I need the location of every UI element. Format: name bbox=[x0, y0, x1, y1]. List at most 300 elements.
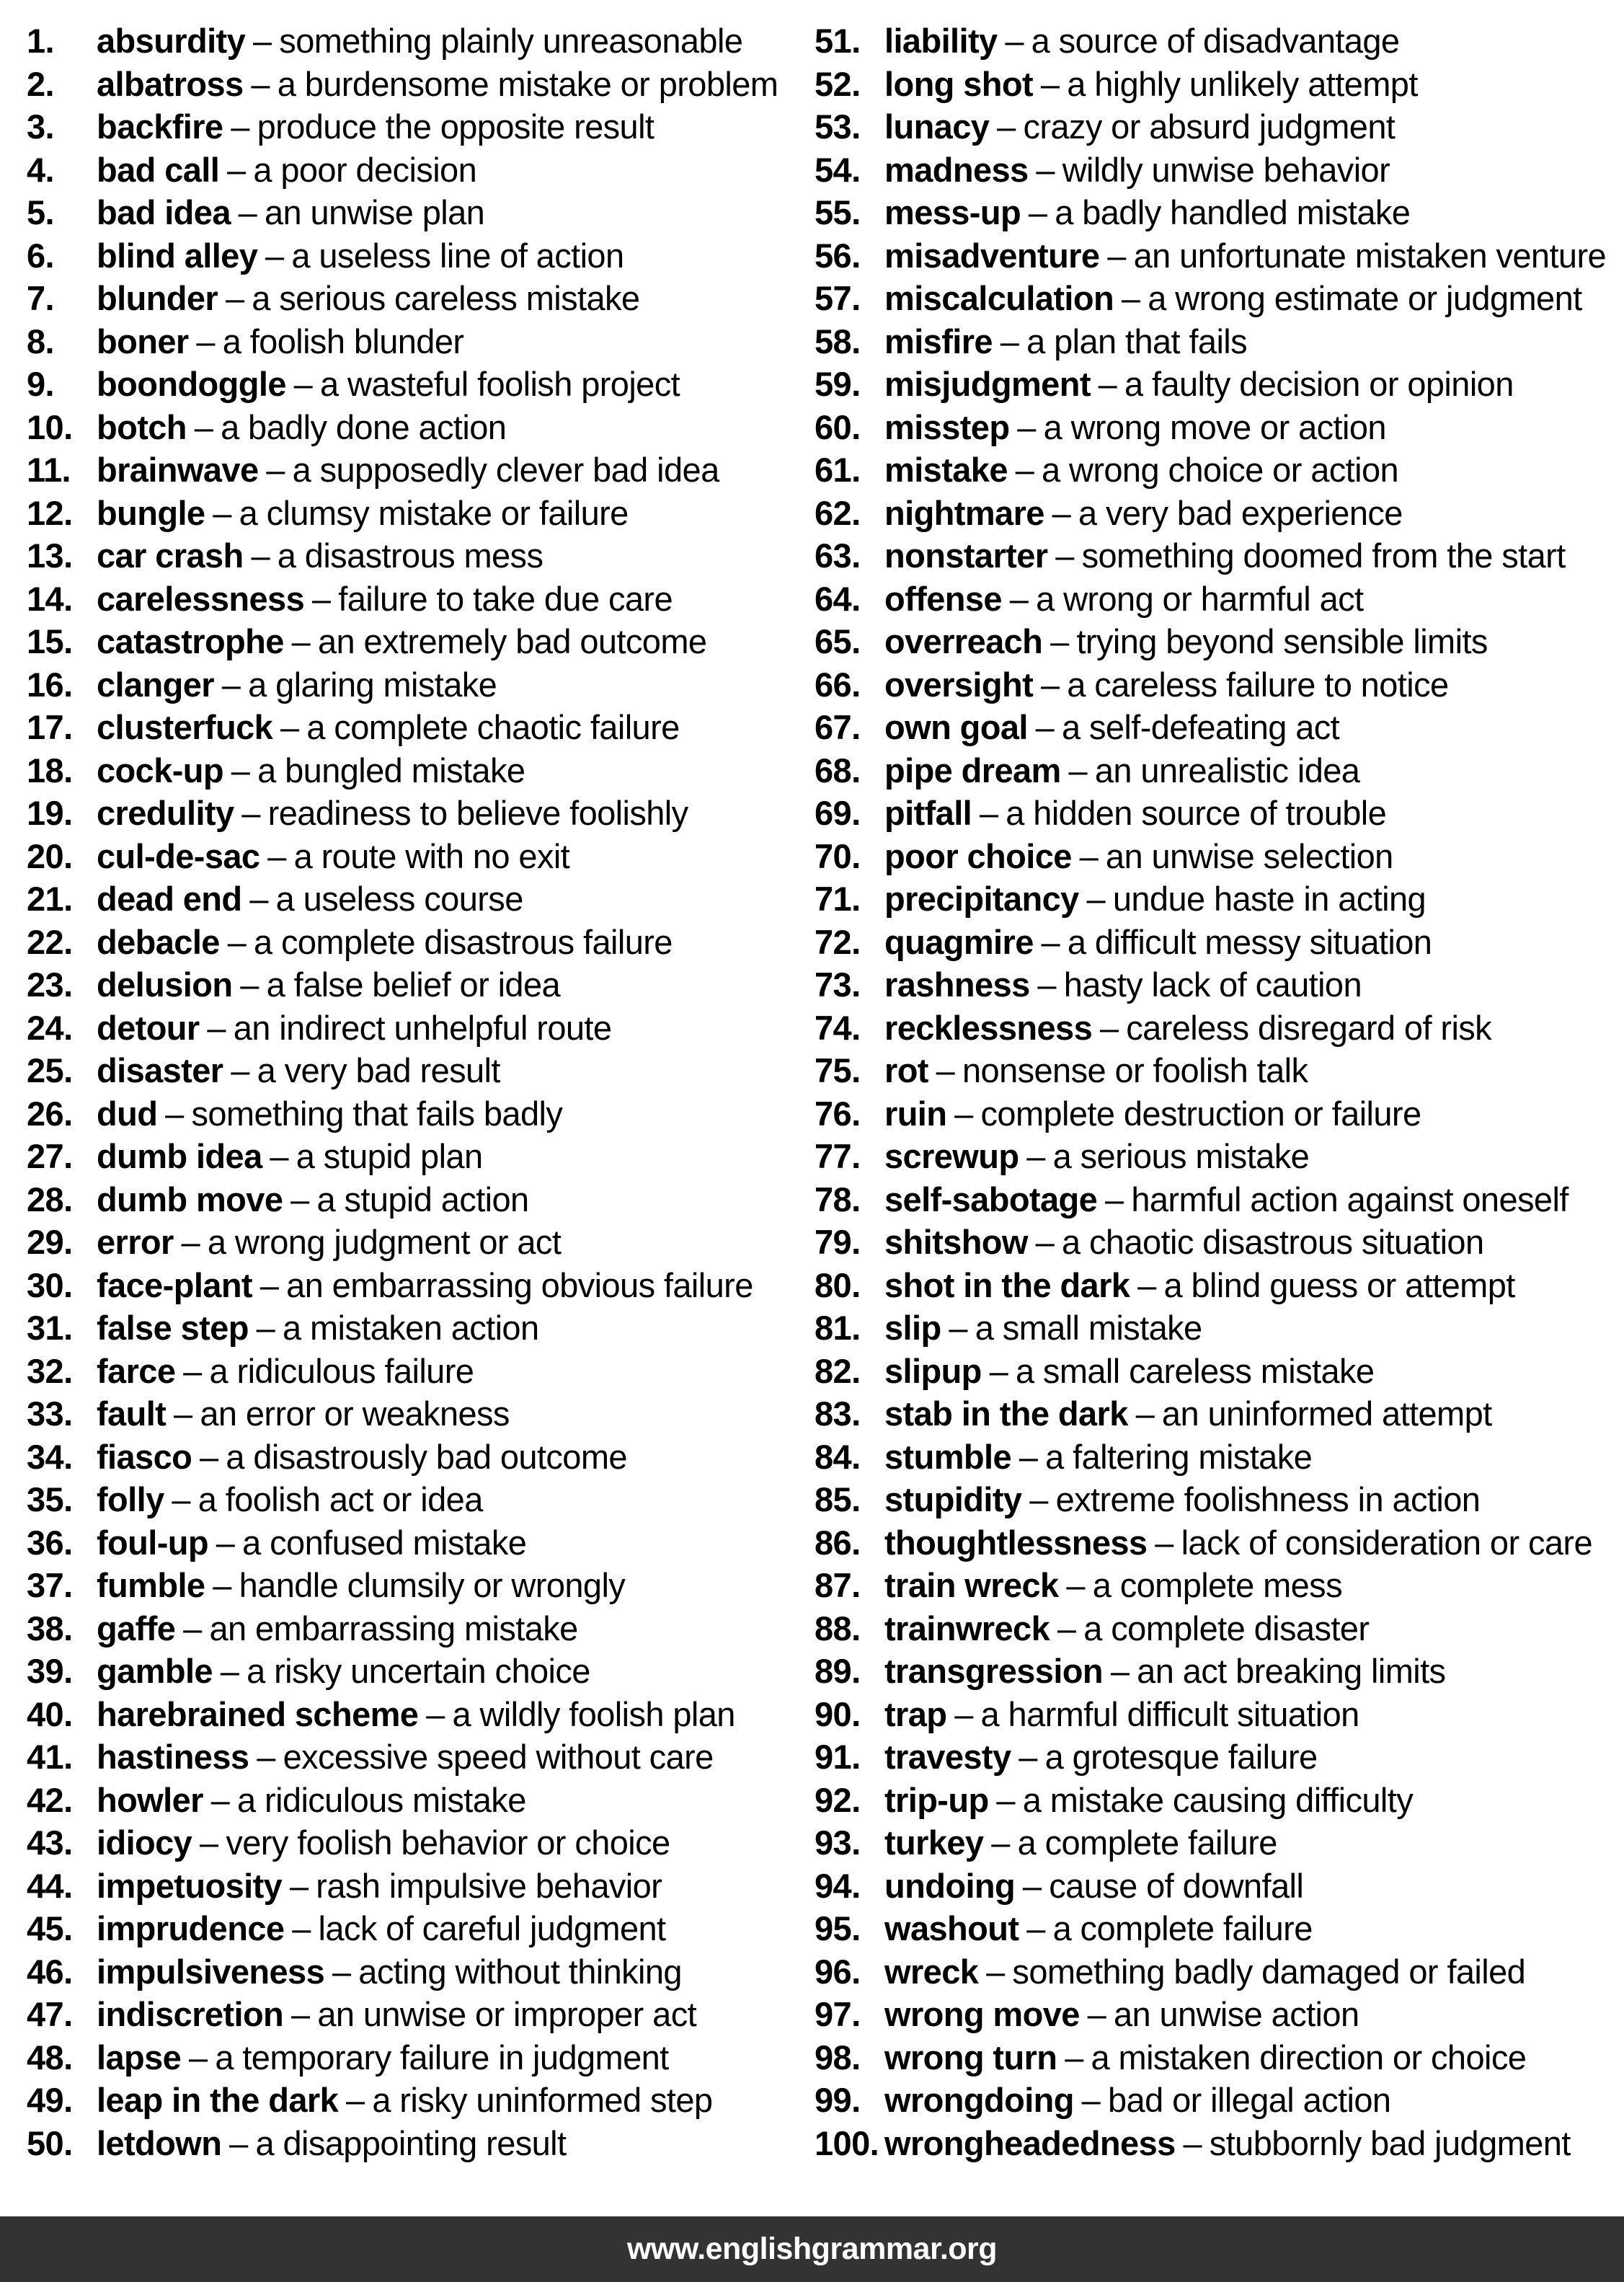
right-column bbox=[815, 19, 1620, 2164]
item-text bbox=[97, 277, 639, 320]
item-number: 88. bbox=[815, 1609, 861, 1648]
item-term: catastrophe bbox=[97, 622, 284, 660]
item-term: precipitancy bbox=[884, 880, 1079, 918]
item-number: 38. bbox=[27, 1609, 73, 1648]
item-text bbox=[884, 1178, 1568, 1221]
item-dash: – bbox=[290, 1995, 310, 2033]
item-dash: – bbox=[213, 493, 231, 532]
item-text bbox=[97, 1135, 483, 1178]
list-item bbox=[27, 534, 815, 578]
list-item bbox=[815, 534, 1620, 578]
list-item bbox=[815, 1993, 1620, 2036]
item-number: 78. bbox=[815, 1180, 861, 1219]
item-definition: a careless failure to notice bbox=[1067, 665, 1449, 704]
item-dash: – bbox=[249, 880, 268, 918]
item-dash: – bbox=[1110, 1652, 1130, 1690]
list-item bbox=[27, 149, 815, 192]
item-definition: an unwise selection bbox=[1105, 836, 1393, 875]
item-number: 4. bbox=[27, 150, 54, 189]
item-definition: a wrong estimate or judgment bbox=[1148, 279, 1582, 317]
item-text bbox=[884, 749, 1359, 792]
item-definition: a poor decision bbox=[253, 150, 477, 189]
item-term: madness bbox=[884, 150, 1029, 189]
item-dash: – bbox=[1005, 22, 1024, 60]
item-number: 8. bbox=[27, 322, 54, 361]
item-number: 9. bbox=[27, 365, 54, 403]
item-definition: a supposedly clever bad idea bbox=[292, 451, 719, 489]
item-definition: a route with no exit bbox=[293, 836, 570, 875]
item-text bbox=[884, 620, 1488, 663]
item-definition: undue haste in acting bbox=[1112, 880, 1426, 918]
list-item bbox=[815, 1049, 1620, 1092]
item-term: slip bbox=[884, 1309, 941, 1347]
item-text bbox=[884, 706, 1339, 749]
item-definition: an indirect unhelpful route bbox=[233, 1008, 612, 1047]
item-dash: – bbox=[1029, 1480, 1048, 1518]
item-term: boner bbox=[97, 322, 189, 361]
item-definition: a badly handled mistake bbox=[1055, 193, 1411, 231]
item-term: wrongheadedness bbox=[884, 2123, 1176, 2162]
item-term: cock-up bbox=[97, 751, 223, 790]
item-definition: cause of downfall bbox=[1049, 1866, 1304, 1905]
item-definition: a very bad experience bbox=[1078, 493, 1403, 532]
item-dash: – bbox=[1155, 1523, 1173, 1562]
item-definition: a stupid action bbox=[316, 1180, 529, 1219]
list-item bbox=[815, 578, 1620, 621]
item-number: 70. bbox=[815, 836, 861, 875]
item-number: 50. bbox=[27, 2123, 73, 2162]
item-number: 96. bbox=[815, 1952, 861, 1991]
item-text bbox=[884, 19, 1399, 63]
item-definition: something doomed from the start bbox=[1081, 536, 1566, 575]
item-definition: a foolish blunder bbox=[222, 322, 464, 361]
item-number: 74. bbox=[815, 1008, 861, 1047]
item-dash: – bbox=[997, 107, 1016, 146]
item-text bbox=[97, 534, 543, 578]
list-item bbox=[27, 1178, 815, 1221]
item-definition: a chaotic disastrous situation bbox=[1062, 1223, 1484, 1261]
item-dash: – bbox=[1098, 365, 1117, 403]
list-item bbox=[815, 1306, 1620, 1350]
item-dash: – bbox=[213, 1566, 231, 1604]
item-number: 47. bbox=[27, 1995, 73, 2033]
item-definition: careless disregard of risk bbox=[1126, 1008, 1492, 1047]
item-dash: – bbox=[1015, 451, 1034, 489]
item-definition: a plan that fails bbox=[1026, 322, 1248, 361]
item-term: dumb move bbox=[97, 1180, 283, 1219]
list-item bbox=[27, 1478, 815, 1521]
list-item bbox=[27, 2122, 815, 2165]
item-text bbox=[884, 877, 1426, 921]
item-text bbox=[884, 1735, 1318, 1779]
list-item bbox=[27, 1821, 815, 1865]
item-definition: a disastrously bad outcome bbox=[226, 1437, 627, 1476]
item-text bbox=[884, 448, 1398, 492]
list-item bbox=[27, 191, 815, 234]
item-dash: – bbox=[241, 794, 260, 832]
item-text bbox=[97, 363, 680, 406]
item-number: 85. bbox=[815, 1480, 861, 1518]
item-text bbox=[97, 234, 624, 278]
item-text bbox=[97, 1779, 526, 1822]
item-definition: an unrealistic idea bbox=[1094, 751, 1360, 790]
item-number: 25. bbox=[27, 1051, 73, 1089]
item-definition: wildly unwise behavior bbox=[1062, 150, 1390, 189]
item-term: transgression bbox=[884, 1652, 1104, 1690]
item-number: 44. bbox=[27, 1866, 73, 1905]
list-item bbox=[27, 792, 815, 835]
item-term: misjudgment bbox=[884, 365, 1091, 403]
item-definition: an unwise action bbox=[1113, 1995, 1359, 2033]
item-number: 29. bbox=[27, 1223, 73, 1261]
list-item bbox=[815, 1907, 1620, 1950]
item-number: 19. bbox=[27, 794, 73, 832]
item-text bbox=[97, 1264, 753, 1307]
item-definition: a serious careless mistake bbox=[252, 279, 640, 317]
item-definition: a badly done action bbox=[221, 407, 507, 446]
item-text bbox=[97, 1607, 578, 1650]
list-item bbox=[815, 1779, 1620, 1822]
item-number: 52. bbox=[815, 64, 861, 103]
item-definition: crazy or absurd judgment bbox=[1023, 107, 1396, 146]
list-item bbox=[27, 1264, 815, 1307]
list-item bbox=[815, 448, 1620, 492]
item-definition: an error or weakness bbox=[200, 1394, 510, 1433]
list-item bbox=[815, 277, 1620, 320]
item-text bbox=[97, 1693, 735, 1736]
item-term: backfire bbox=[97, 107, 223, 146]
item-text bbox=[884, 2036, 1526, 2079]
item-number: 93. bbox=[815, 1823, 861, 1862]
item-dash: – bbox=[266, 451, 285, 489]
left-column bbox=[27, 19, 815, 2164]
item-definition: a complete mess bbox=[1092, 1566, 1342, 1604]
item-dash: – bbox=[210, 1780, 230, 1819]
item-text bbox=[97, 406, 506, 449]
item-number: 7. bbox=[27, 279, 54, 317]
item-text bbox=[884, 2122, 1571, 2165]
item-dash: – bbox=[216, 1523, 235, 1562]
item-term: oversight bbox=[884, 665, 1034, 704]
item-term: undoing bbox=[884, 1866, 1016, 1905]
item-dash: – bbox=[1026, 1909, 1045, 1947]
item-number: 54. bbox=[815, 150, 861, 189]
item-text bbox=[97, 963, 560, 1007]
item-term: trap bbox=[884, 1694, 947, 1733]
item-dash: – bbox=[1009, 579, 1029, 618]
item-definition: a small mistake bbox=[975, 1309, 1202, 1347]
item-number: 91. bbox=[815, 1738, 861, 1776]
item-dash: – bbox=[1017, 407, 1036, 446]
item-definition: a false belief or idea bbox=[266, 965, 561, 1004]
item-dash: – bbox=[227, 922, 247, 961]
item-term: fumble bbox=[97, 1566, 205, 1604]
item-term: shitshow bbox=[884, 1223, 1028, 1261]
list-item bbox=[815, 792, 1620, 835]
item-text bbox=[884, 1607, 1369, 1650]
item-term: mess-up bbox=[884, 193, 1021, 231]
item-term: harebrained scheme bbox=[97, 1694, 419, 1733]
item-definition: a wildly foolish plan bbox=[452, 1694, 735, 1733]
item-dash: – bbox=[1183, 2123, 1202, 2162]
item-number: 12. bbox=[27, 493, 73, 532]
list-item bbox=[815, 191, 1620, 234]
item-text bbox=[97, 1306, 539, 1350]
item-text bbox=[884, 1779, 1413, 1822]
item-definition: a wrong choice or action bbox=[1042, 451, 1399, 489]
item-number: 3. bbox=[27, 107, 54, 146]
item-dash: – bbox=[265, 236, 284, 275]
item-dash: – bbox=[1028, 193, 1047, 231]
item-term: wrong turn bbox=[884, 2038, 1057, 2077]
item-dash: – bbox=[231, 1051, 249, 1089]
item-dash: – bbox=[1041, 922, 1060, 961]
item-dash: – bbox=[267, 836, 286, 875]
item-dash: – bbox=[979, 794, 998, 832]
item-dash: – bbox=[1036, 150, 1055, 189]
list-item bbox=[27, 2079, 815, 2122]
item-number: 63. bbox=[815, 536, 861, 575]
item-definition: an act breaking limits bbox=[1137, 1652, 1446, 1690]
item-text bbox=[884, 1821, 1277, 1865]
item-text bbox=[884, 320, 1247, 363]
item-text bbox=[97, 1478, 483, 1521]
item-text bbox=[884, 149, 1390, 192]
item-definition: a highly unlikely attempt bbox=[1067, 64, 1418, 103]
list-item bbox=[27, 620, 815, 663]
list-item bbox=[27, 921, 815, 964]
item-term: blind alley bbox=[97, 236, 258, 275]
list-item bbox=[27, 663, 815, 707]
item-number: 64. bbox=[815, 579, 861, 618]
item-number: 45. bbox=[27, 1909, 73, 1947]
list-item bbox=[27, 1221, 815, 1264]
item-number: 15. bbox=[27, 622, 73, 660]
item-number: 94. bbox=[815, 1866, 861, 1905]
item-term: delusion bbox=[97, 965, 233, 1004]
item-dash: – bbox=[1026, 1137, 1045, 1175]
item-definition: a grotesque failure bbox=[1044, 1738, 1318, 1776]
item-number: 5. bbox=[27, 193, 54, 231]
item-term: slipup bbox=[884, 1351, 982, 1390]
item-definition: a complete failure bbox=[1052, 1909, 1313, 1947]
item-number: 18. bbox=[27, 751, 73, 790]
list-item bbox=[27, 1950, 815, 1994]
item-term: self-sabotage bbox=[884, 1180, 1098, 1219]
item-dash: – bbox=[207, 1008, 226, 1047]
item-text bbox=[97, 1650, 590, 1693]
item-definition: an unwise plan bbox=[265, 193, 485, 231]
item-term: impulsiveness bbox=[97, 1952, 325, 1991]
list-item bbox=[27, 1049, 815, 1092]
item-definition: a wrong move or action bbox=[1043, 407, 1386, 446]
item-number: 60. bbox=[815, 407, 861, 446]
item-text bbox=[884, 835, 1393, 878]
item-definition: a faltering mistake bbox=[1045, 1437, 1313, 1476]
list-item bbox=[27, 1092, 815, 1136]
item-text bbox=[884, 534, 1566, 578]
list-item bbox=[815, 877, 1620, 921]
list-item bbox=[815, 1564, 1620, 1607]
item-term: face-plant bbox=[97, 1265, 252, 1304]
item-text bbox=[97, 620, 706, 663]
item-definition: a harmful difficult situation bbox=[980, 1694, 1359, 1733]
item-definition: excessive speed without care bbox=[283, 1738, 714, 1776]
item-term: howler bbox=[97, 1780, 203, 1819]
item-definition: harmful action against oneself bbox=[1131, 1180, 1568, 1219]
item-text bbox=[884, 1564, 1342, 1607]
item-text bbox=[97, 149, 476, 192]
item-term: wrongdoing bbox=[884, 2081, 1074, 2119]
item-dash: – bbox=[292, 1909, 311, 1947]
list-item bbox=[815, 2079, 1620, 2122]
item-text bbox=[97, 663, 497, 707]
item-number: 98. bbox=[815, 2038, 861, 2077]
item-text bbox=[884, 1049, 1308, 1092]
item-text bbox=[884, 363, 1514, 406]
item-term: false step bbox=[97, 1309, 249, 1347]
item-text bbox=[884, 2079, 1390, 2122]
list-item bbox=[815, 1735, 1620, 1779]
list-item bbox=[27, 448, 815, 492]
list-item bbox=[27, 1650, 815, 1693]
item-term: boondoggle bbox=[97, 365, 286, 403]
item-text bbox=[97, 1993, 696, 2036]
item-definition: a disastrous mess bbox=[277, 536, 543, 575]
item-number: 95. bbox=[815, 1909, 861, 1947]
item-term: impetuosity bbox=[97, 1866, 283, 1905]
item-definition: an unwise or improper act bbox=[317, 1995, 697, 2033]
item-term: hastiness bbox=[97, 1738, 249, 1776]
item-dash: – bbox=[188, 2038, 208, 2077]
item-dash: – bbox=[251, 536, 270, 575]
item-definition: stubbornly bad judgment bbox=[1209, 2123, 1571, 2162]
item-term: wreck bbox=[884, 1952, 979, 1991]
item-dash: – bbox=[280, 708, 299, 746]
item-definition: a useless line of action bbox=[291, 236, 624, 275]
list-item bbox=[815, 1092, 1620, 1136]
item-dash: – bbox=[289, 1866, 309, 1905]
item-number: 89. bbox=[815, 1652, 861, 1690]
item-dash: – bbox=[332, 1952, 351, 1991]
item-term: fiasco bbox=[97, 1437, 192, 1476]
item-number: 23. bbox=[27, 965, 73, 1004]
item-term: carelessness bbox=[97, 579, 305, 618]
item-dash: – bbox=[229, 2123, 248, 2162]
item-definition: a difficult messy situation bbox=[1067, 922, 1432, 961]
item-dash: – bbox=[1040, 64, 1060, 103]
item-term: indiscretion bbox=[97, 1995, 284, 2033]
item-dash: – bbox=[196, 322, 215, 361]
item-dash: – bbox=[1055, 536, 1074, 575]
item-dash: – bbox=[231, 107, 249, 146]
item-text bbox=[884, 1392, 1492, 1436]
list-item bbox=[27, 963, 815, 1007]
list-item bbox=[815, 1350, 1620, 1393]
item-number: 58. bbox=[815, 322, 861, 361]
list-item bbox=[815, 1264, 1620, 1307]
item-dash: – bbox=[1035, 1223, 1055, 1261]
item-term: liability bbox=[884, 22, 998, 60]
item-dash: – bbox=[1019, 1437, 1038, 1476]
item-number: 49. bbox=[27, 2081, 73, 2119]
item-dash: – bbox=[1050, 622, 1069, 660]
item-term: misstep bbox=[884, 407, 1010, 446]
item-number: 80. bbox=[815, 1265, 861, 1304]
item-number: 14. bbox=[27, 579, 73, 618]
item-text bbox=[97, 921, 673, 964]
item-term: debacle bbox=[97, 922, 220, 961]
item-definition: an unfortunate mistaken venture bbox=[1133, 236, 1607, 275]
item-term: miscalculation bbox=[884, 279, 1114, 317]
list-item bbox=[27, 749, 815, 792]
item-text bbox=[884, 1135, 1309, 1178]
item-definition: hasty lack of caution bbox=[1063, 965, 1362, 1004]
item-dash: – bbox=[1065, 2038, 1083, 2077]
item-number: 43. bbox=[27, 1823, 73, 1862]
item-number: 22. bbox=[27, 922, 73, 961]
item-number: 59. bbox=[815, 365, 861, 403]
item-definition: a very bad result bbox=[257, 1051, 500, 1089]
item-dash: – bbox=[1057, 1609, 1076, 1648]
list-item bbox=[815, 620, 1620, 663]
item-text bbox=[97, 2079, 712, 2122]
item-term: pitfall bbox=[884, 794, 972, 832]
item-text bbox=[884, 1350, 1374, 1393]
item-definition: a clumsy mistake or failure bbox=[239, 493, 629, 532]
list-item bbox=[27, 877, 815, 921]
item-number: 31. bbox=[27, 1309, 73, 1347]
item-dash: – bbox=[1068, 751, 1088, 790]
list-item bbox=[27, 1436, 815, 1479]
item-definition: a hidden source of trouble bbox=[1006, 794, 1387, 832]
item-definition: a mistaken direction or choice bbox=[1091, 2038, 1527, 2077]
item-dash: – bbox=[200, 1437, 218, 1476]
item-definition: an extremely bad outcome bbox=[317, 622, 707, 660]
item-definition: an embarrassing obvious failure bbox=[286, 1265, 753, 1304]
list-item bbox=[27, 363, 815, 406]
item-number: 27. bbox=[27, 1137, 73, 1175]
item-number: 83. bbox=[815, 1394, 861, 1433]
item-number: 10. bbox=[27, 407, 73, 446]
list-item bbox=[27, 234, 815, 278]
item-definition: readiness to believe foolishly bbox=[267, 794, 688, 832]
item-dash: – bbox=[311, 579, 331, 618]
item-term: stupidity bbox=[884, 1480, 1022, 1518]
item-term: ruin bbox=[884, 1094, 947, 1133]
item-number: 87. bbox=[815, 1566, 861, 1604]
item-dash: – bbox=[1079, 836, 1099, 875]
item-definition: a source of disadvantage bbox=[1031, 22, 1400, 60]
item-dash: – bbox=[220, 1652, 239, 1690]
item-definition: a faulty decision or opinion bbox=[1124, 365, 1514, 403]
item-number: 57. bbox=[815, 279, 861, 317]
item-dash: – bbox=[1135, 1394, 1155, 1433]
item-number: 24. bbox=[27, 1008, 73, 1047]
item-definition: acting without thinking bbox=[358, 1952, 682, 1991]
list-item bbox=[815, 149, 1620, 192]
item-text bbox=[97, 1350, 474, 1393]
item-term: pipe dream bbox=[884, 751, 1061, 790]
item-definition: a bungled mistake bbox=[257, 751, 525, 790]
item-text bbox=[97, 492, 629, 535]
item-number: 62. bbox=[815, 493, 861, 532]
item-number: 73. bbox=[815, 965, 861, 1004]
list-item bbox=[27, 578, 815, 621]
list-item bbox=[27, 277, 815, 320]
item-number: 82. bbox=[815, 1351, 861, 1390]
item-term: imprudence bbox=[97, 1909, 285, 1947]
